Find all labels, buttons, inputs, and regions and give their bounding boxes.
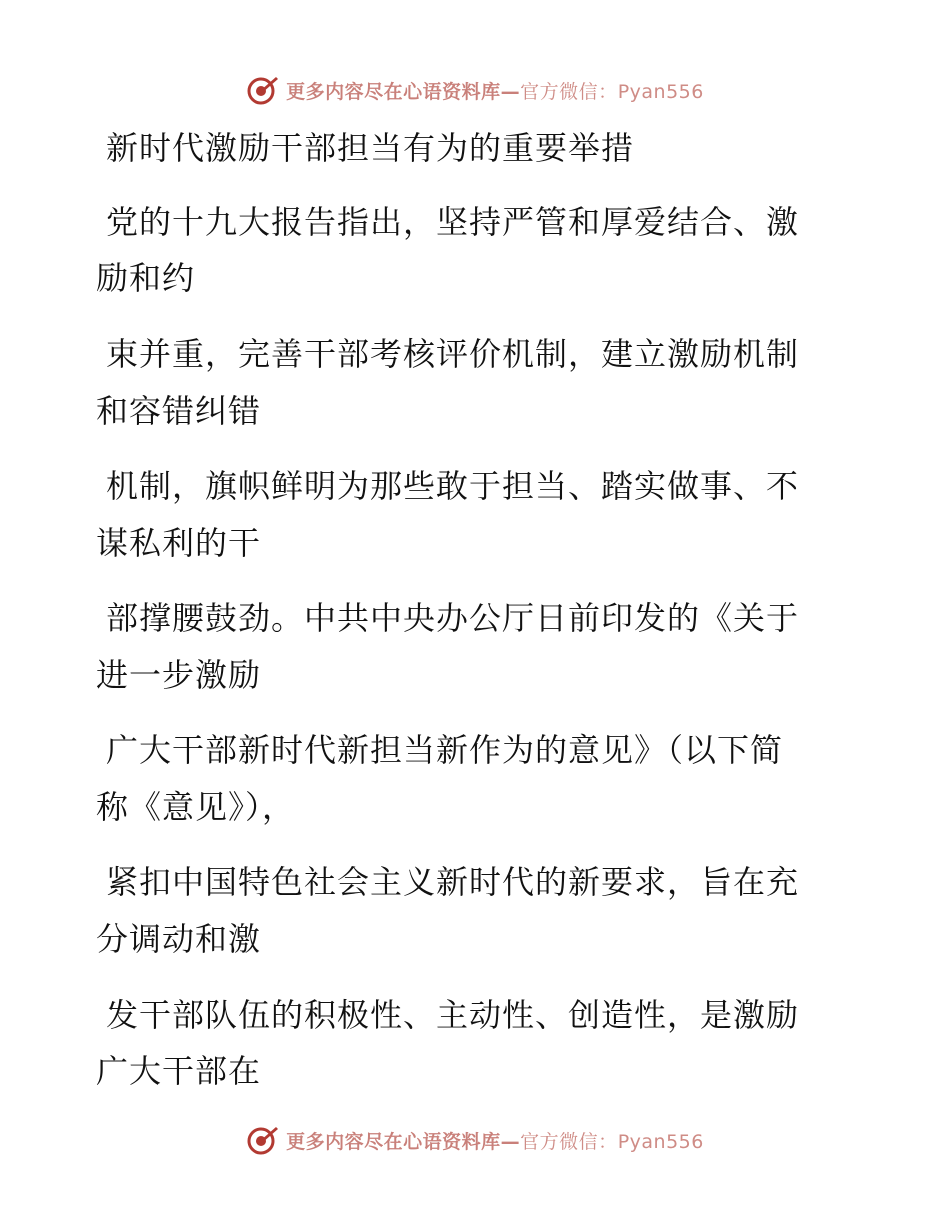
watermark-site-text: 更多内容尽在心语资料库 bbox=[286, 80, 501, 103]
watermark-wechat-id: Pyan556 bbox=[617, 1130, 704, 1153]
watermark-site-text: 更多内容尽在心语资料库 bbox=[286, 1130, 501, 1153]
watermark-dash: — bbox=[500, 1130, 521, 1153]
watermark-wechat-label: 官方微信： bbox=[520, 1130, 618, 1153]
watermark-wechat-id: Pyan556 bbox=[617, 80, 704, 103]
paragraph-line: 励和约 bbox=[96, 259, 196, 297]
footer-watermark bbox=[0, 1120, 950, 1160]
paragraph-line: 分调动和激 bbox=[96, 920, 262, 958]
pen-logo-icon bbox=[246, 1123, 280, 1157]
watermark-wechat-label: 官方微信： bbox=[520, 80, 618, 103]
header-watermark bbox=[0, 70, 950, 110]
document-title: 新时代激励干部担当有为的重要举措 bbox=[106, 129, 635, 167]
paragraph-line: 进一步激励 bbox=[96, 656, 262, 694]
pen-logo-icon bbox=[246, 73, 280, 107]
paragraph-line: 部撑腰鼓劲。中共中央办公厅日前印发的《关于 bbox=[106, 599, 800, 637]
paragraph-line: 谋私利的干 bbox=[96, 524, 262, 562]
paragraph-line: 和容错纠错 bbox=[96, 392, 262, 430]
paragraph-line: 机制，旗帜鲜明为那些敢于担当、踏实做事、不 bbox=[106, 467, 800, 505]
watermark-dash: — bbox=[500, 80, 521, 103]
paragraph-line: 党的十九大报告指出，坚持严管和厚爱结合、激 bbox=[106, 203, 800, 241]
paragraph-line: 广大干部新时代新担当新作为的意见》（以下简 bbox=[106, 731, 784, 769]
paragraph-line: 广大干部在 bbox=[96, 1052, 262, 1090]
paragraph-line: 称《意见》）， bbox=[96, 788, 296, 826]
paragraph-line: 发干部队伍的积极性、主动性、创造性，是激励 bbox=[106, 996, 800, 1034]
paragraph-line: 紧扣中国特色社会主义新时代的新要求，旨在充 bbox=[106, 863, 800, 901]
paragraph-line: 束并重，完善干部考核评价机制，建立激励机制 bbox=[106, 335, 800, 373]
